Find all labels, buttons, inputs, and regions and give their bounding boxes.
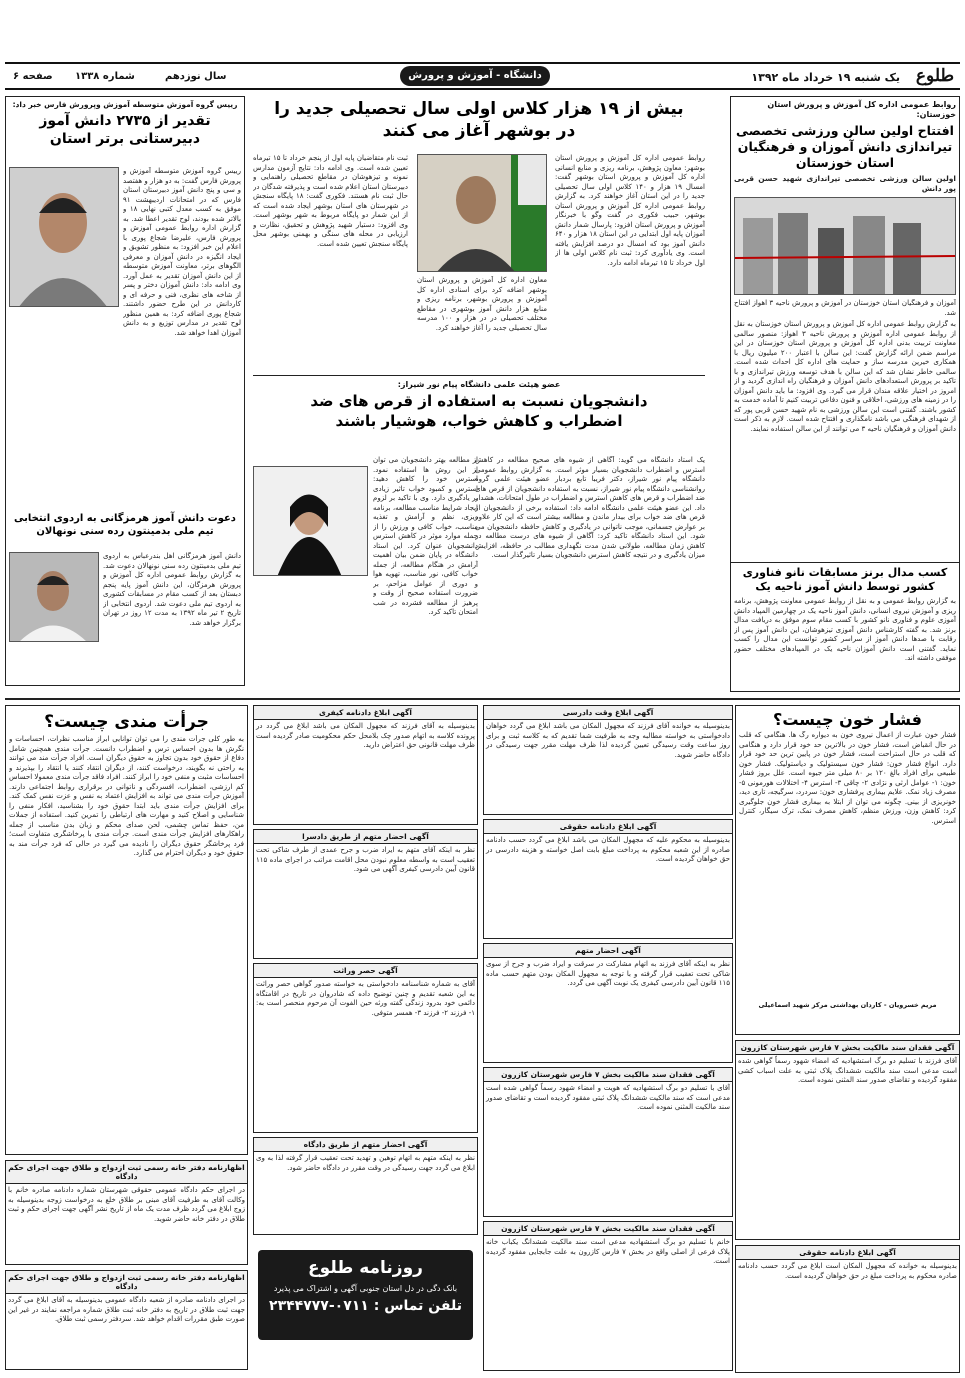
blood-pressure-box bbox=[735, 705, 960, 1035]
page-number: صفحه ۶ bbox=[13, 71, 53, 82]
ad-body: آقای فرزند با تسلیم دو برگ استشهادیه که امضاء شهود رسماً گواهی شده است مدعی است سند مالکیت ششدانگ پلاک ثبتی به علت اسباب کشی مفقود گردیده و تقاضای صدور سند المثنی نموده است. bbox=[738, 1057, 957, 1084]
ad-body: آقای با تسلیم دو برگ استشهادیه که هویت و امضاء شهود رسماً گواهی شده است مدعی است که سند مالکیت ششدانگ پلاک ثبتی مفقود گردیده است و تقاضای صدور سند مالکیت المثنی نموده است. bbox=[486, 1084, 730, 1111]
left-article-title: تقدیر از ۲۷۳۵ دانش آموز دبیرستانی برتر استان bbox=[39, 113, 211, 147]
ad-body: نظر به اینکه آقای متهم به ایراد ضرب و جرح عمدی از طرف شاکی تحت تعقیب است به واسطه معلوم نبودن محل اقامت مراتب در اجرای ماده ۱۱۵ قانون آیین دادرسی کیفری آگهی می شود. bbox=[256, 846, 475, 873]
article-lead: اولین سالن ورزشی تخصصی تیراندازی شهید حسن قربی پور دانش bbox=[734, 174, 956, 193]
main-article bbox=[253, 96, 705, 368]
legal-ad bbox=[483, 1067, 733, 1217]
legal-ad bbox=[253, 829, 478, 959]
right-column-mid bbox=[730, 562, 960, 692]
left-article-body: رییس گروه آموزش متوسطه آموزش و پرورش فارس گفت: به دو هزار و هفتصد و سی و پنج دانش آموز دبیرستان استان فارس که در امتحانات اردیبهشت ۹۱ موفق به کسب معدل کتبی نهایی ۱۸ و بالاتر شده بودند، لوح تقدیر اعطا شد. به گزارش اداره روابط عمومی آموزش و پرورش فارس، علیرضا شجاع پوری با اعلام این خبر افزود: به منظور تشویق و ایجاد انگیزه در دانش آموزان و معرفی الگوهای برتر، معاونت آموزش متوسطه از این دانش آموزان تقدیر به عمل آورد. وی ادامه داد: دانش آموزان دختر و پسر از شاخه های نظری، فنی و حرفه ای و کاردانش در این طرح حضور داشتند. شجاع پوری اضافه کرد: به همین منظور لوح تقدیر در مدارس توزیع و به دانش آموزان اهدا خواهد شد. bbox=[123, 167, 241, 337]
legal-ad-right-2 bbox=[735, 1245, 960, 1373]
horizontal-divider bbox=[5, 698, 960, 700]
assertiveness-box bbox=[5, 705, 248, 1155]
ad-title: آگهی احضار متهم bbox=[484, 944, 732, 958]
ad-body: بدینوسیله به محکوم علیه که مجهول المکان می باشد ابلاغ می گردد حسب دادنامه صادره از این شعبه محکوم به پرداخت مبلغ بابت اصل خواسته و هزینه دادرسی در حق خواهان گردیده است. bbox=[486, 836, 730, 863]
legal-ad-left-2 bbox=[5, 1270, 248, 1370]
ad-title: آگهی ابلاغ دادنامه حقوقی bbox=[736, 1246, 959, 1260]
medal-article-body: به گزارش روابط عمومی و به نقل از روابط عمومی معاونت پژوهش، برنامه ریزی و آموزش نیروی انسانی، دانش آموز ناحیه یک در چهارمین المپیاد دانش آموزی علوم و فناوری نانو کشور با کسب مقام سوم موفق به دریافت مدال برنز شد. به گفته کارشناس دانش آموزی تیزهوشان، این دانش آموز پس از رقابت با صدها دانش آموز از سراسر کشور توانست این مدال را کسب نماید. گفتنی است دانش آموزان ناحیه یک در المپیادهای مختلف حضور موفقی داشته اند. bbox=[734, 597, 956, 662]
promo-phone-label: تلفن تماس : bbox=[373, 1298, 462, 1314]
ad-title: آگهی احضار متهم از طریق دادگاه bbox=[254, 1138, 477, 1152]
main-article-col2: ثبت نام متقاضیان پایه اول از پنجم خرداد تا ۱۵ تیرماه تعیین شده است. وی ادامه داد: نتایج آزمون مدارس نمونه و تیزهوشان در مقاطع تحصیلی راهنمایی و دبیرستان استان اعلام شده است و پذیرفته شدگان در حال ثبت نام هستند. فکوری گفت: ۱۸ پایگاه سنجش در شهرستان های استان بوشهر ایجاد شده است که از این شمار دو پایگاه مربوط به شهر بوشهر است. وی افزود: دستیار شهید پژوهش و تحقیق، نظارت و ارزیابی در محله های سنگی و بهمنی بوشهر محل پایگاه سنجش تعیین شده است. bbox=[253, 154, 408, 248]
ribbon-cutting-photo bbox=[734, 197, 956, 295]
ad-body: نظر به اینکه متهم به اتهام توهین و تهدید تحت تعقیب قرار گرفته لذا به وی ابلاغ می گردد جهت رسیدگی در وقت مقرر در دادگاه حاضر شود. bbox=[256, 1154, 475, 1172]
legal-ads-column-center bbox=[483, 705, 733, 1375]
newspaper-promo-box bbox=[258, 1250, 473, 1340]
main-article-title: بیش از ۱۹ هزار کلاس اولی سال تحصیلی جدید را در بوشهر آغاز می کنند bbox=[274, 99, 684, 141]
ad-body: در اجرای دادنامه صادره از شعبه دادگاه عمومی بدینوسیله به آقای ابلاغ می گردد جهت ثبت طلاق در تاریخ به دفتر خانه ثبت طلاق شماره مراجعه نمایند در غیر این صورت طبق مقررات اقدام خواهد شد. سردفتر رسمی ثبت طلاق. bbox=[8, 1296, 245, 1323]
legal-ad bbox=[253, 963, 478, 1133]
main-article-col3: معاون اداره کل آموزش و پرورش استان بوشهر اضافه کرد برای اسنادی اداره کل آموزش و پرورش بوشهر، برنامه ریزی و منابع هزار دانش آموز بوشهری در مقاطع مختلف تحصیلی در در هزار و ۱۰۰ مدرسه سال تحصیلی جدید را آغاز خواهند کرد. bbox=[417, 276, 547, 332]
issue-date: یک شنبه ۱۹ خرداد ماه ۱۳۹۲ bbox=[751, 71, 900, 84]
blood-pressure-source: مریم خسرویان - کاردان بهداشتی مرکز شهید اسماعیلی bbox=[758, 1001, 937, 1009]
legal-ads-column-left bbox=[253, 705, 478, 1235]
legal-ad-right-1 bbox=[735, 1040, 960, 1240]
left-article2-title: دعوت دانش آموز هرمزگانی به اردوی انتخابی تیم ملی بدمینتون رده سنی نونهالان bbox=[14, 513, 236, 537]
ad-title: آگهی حصر وراثت bbox=[254, 964, 477, 978]
ad-body: نظر به اینکه آقای فرزند به اتهام مشارکت در سرقت و ایراد ضرب و جرح از سوی شاکی تحت تعقیب قرار گرفته و با توجه به مجهول المکان بودن متهم حسب ماده ۱۱۵ قانون آیین دادرسی کیفری یک نوبت آگهی می گردد. bbox=[486, 960, 730, 987]
promo-phone-row bbox=[264, 1298, 467, 1314]
ad-body: خانم با تسلیم دو برگ استشهادیه مدعی است سند مالکیت ششدانگ یکباب خانه پلاک فرعی از اصلی واقع در بخش ۷ فارس کازرون به علت جابجایی مفقود گردیده است. bbox=[486, 1238, 731, 1265]
promo-phone-number: ۰۷۱۱-۲۳۴۴۷۷۷ bbox=[269, 1298, 369, 1314]
left-column bbox=[5, 96, 245, 686]
legal-ad bbox=[253, 1137, 478, 1235]
promo-title: روزنامه طلوع bbox=[308, 1258, 423, 1278]
main-article-col1: روابط عمومی اداره کل آموزش و پرورش استان بوشهر: معاون پژوهش، برنامه ریزی و منابع انسانی اداره کل آموزش و پرورش استان بوشهر گفت: امسال ۱۹ هزار و ۱۴۰ کلاس اولی سال تحصیلی جدید را در این استان آغاز خواهند کرد. به گزارش روابط عمومی اداره کل آموزش و پرورش استان بوشهر، حبیب فکوری در گفت وگو با خبرنگار آموزش و پرورش استان افزود: پارسال شمار دانش آموزان پایه اول ابتدایی در این استان ۱۸ هزار و ۶۴۰ دانش آموز بود که امسال دو درصد افزایش یافته است. وی یادآوری کرد: ثبت نام کلاس اولی ها از اول خرداد تا ۱۵ تیرماه ادامه دارد. bbox=[555, 154, 705, 267]
blood-pressure-title: فشار خون چیست؟ bbox=[773, 710, 922, 729]
ad-title: آگهی احضار متهم از طریق دادسرا bbox=[254, 830, 477, 844]
volume-year: سال نوزدهم bbox=[165, 71, 227, 82]
promo-line: بانک دگی در دل استان جنوبی آگهی و اشتراک می پذیرد bbox=[273, 1284, 458, 1293]
issue-number: شماره ۱۳۳۸ bbox=[75, 71, 135, 82]
ad-body: در اجرای حکم دادگاه عمومی حقوقی شهرستان شماره دادنامه صادره خانم با وکالت آقای به طرفیت آقای مبنی بر طلاق خلع به درخواست زوجه بدینوسیله به زوج ابلاغ می گردد ظرف مدت یک ماه از تاریخ نشر آگهی جهت اجرای حکم و ثبت طلاق در دفتر خانه حاضر شوید. bbox=[8, 1186, 245, 1223]
ad-body: بدینوسیله به خوانده آقای فرزند که مجهول المکان می باشد ابلاغ می گردد خواهان دادخواستی به خواسته مطالبه وجه به طرفیت شما تقدیم که به کلاسه ثبت و برای روز ساعت وقت رسیدگی تعیین گردیده لذا ظرف مهلت مقرر جهت رسیدگی در دادگاه حاضر شوید. bbox=[486, 722, 730, 759]
article-kicker: روابط عمومی اداره کل آموزش و پرورش استان خوزستان: bbox=[767, 100, 956, 119]
ad-title: اظهارنامه دفتر خانه رسمی ثبت ازدواج و طلاق جهت اجرای حکم دادگاه bbox=[6, 1271, 247, 1294]
second-article-title: دانشجویان نسبت به استفاده از قرص های ضد اضطراب و کاهش خواب، هوشیار باشند bbox=[310, 392, 648, 430]
newspaper-logo: طلوع bbox=[915, 66, 954, 86]
teacher-portrait-photo bbox=[9, 167, 119, 307]
article-title: افتتاح اولین سالن ورزشی تخصصی تیراندازی دانش آموزان و فرهنگیان استان خوزستان bbox=[736, 123, 954, 170]
professor-portrait-photo bbox=[253, 466, 368, 576]
medal-article-title: کسب مدال برنز مسابقات نانو فناوری کشور توسط دانش آموز ناحیه یک bbox=[742, 566, 948, 593]
article-body: به گزارش روابط عمومی اداره کل آموزش و پرورش استان خوزستان به نقل از روابط عمومی اداره آموزش و پرورش ناحیه ۳ اهواز: منصور سالمی معاونت تربیت بدنی اداره کل آموزش و پرورش استان خوزستان در این مراسم ضمن ارائه گزارش گفت: این سالن با اعتبار ۲۰۰ میلیون ریال با همکاری خیرین مدرسه ساز و حمایت های اداره کل احداث شده است. سالمی خاطر نشان شد که این سالن با هدف توسعه ورزش تیراندازی و با تاکید بر پرورش استعدادهای دانش آموزان و فرهنگیان راه اندازی گردید و از امروز در اختیار علاقه مندان قرار می گیرد. وی افزود: ما باید دانش آموزان را در زمینه های ورزشی، اخلاقی و فنون دفاعی تربیت کنیم تا آماده خدمت به کشور باشند. گفتنی است این سالن ورزشی به نام شهید حسن قربی پور که از شهدای فرهنگی می باشد نامگذاری و افتتاح شده است. لازم به ذکر است دانش آموزان و فرهنگیان ناحیه ۳ می توانند از این سالن استفاده نمایند. bbox=[734, 320, 956, 433]
ad-title: آگهی ابلاغ دادنامه کیفری bbox=[254, 706, 477, 720]
section-banner: دانشگاه - آموزش و پرورش bbox=[400, 66, 550, 86]
legal-ad bbox=[483, 943, 733, 1063]
ad-title: آگهی ابلاغ دادنامه حقوقی bbox=[484, 820, 732, 834]
ad-title: آگهی فقدان سند مالکیت بخش ۷ فارس شهرستان کازرون bbox=[484, 1068, 732, 1082]
left-article2-body: دانش آموز هرمزگانی اهل بندرعباس به اردوی تیم ملی بدمینتون رده سنی نونهالان دعوت شد. به گزارش روابط عمومی اداره کل آموزش و پرورش هرمزگان، این دانش آموز پایه پنجم دبستان بعد از کسب مقام در مسابقات کشوری به اردوی تیم ملی دعوت شد. اردوی انتخابی از تاریخ ۲ تیر ماه ۱۳۹۲ به مدت ۱۲ روز در تهران برگزار خواهد شد. bbox=[103, 552, 241, 627]
ad-body: بدینوسیله به آقای فرزند که مجهول المکان می باشد ابلاغ می گردد در پرونده کلاسه به اتهام صدور چک بلامحل حکم محکومیت صادر گردیده است ظرف مهلت قانونی حق اعتراض دارید. bbox=[256, 722, 475, 749]
legal-ad bbox=[483, 819, 733, 939]
assertiveness-title: جرأت مندی چیست؟ bbox=[44, 712, 209, 732]
official-portrait-photo bbox=[417, 154, 547, 272]
assertiveness-body: به طور کلی جرأت مندی را می توان توانایی ابراز مناسب نظرات، احساسات و نگرش ها بدون احساس ترس و اضطراب دانست. جرأت مندی همچنین شامل دفاع از حقوق خود بدون تجاوز به حقوق دیگران است. افراد جرأت مند می توانند به راحتی نه بگویند، درخواست کنند، از دیگران انتقاد کنند یا انتقاد را بپذیرند و احساسات مثبت و منفی خود را ابراز کنند. افراد فاقد جرأت مندی معمولا احساس کم ارزشی، اضطراب، افسردگی و ناتوانی در برقراری روابط اجتماعی دارند. آموزش جرأت مندی می تواند به افزایش اعتماد به نفس و عزت نفس کمک کند. برای افزایش جرأت مندی باید ابتدا حقوق خود را بشناسید، افکار منفی را شناسایی و اصلاح کنید و مهارت های ارتباطی را تمرین کنید. استفاده از جملات من، حفظ تماس چشمی، لحن صدای محکم و زبان بدن مناسب از جمله راهکارهای افزایش جرأت مندی است. جرأت مندی با پرخاشگری متفاوت است؛ فرد پرخاشگر حقوق دیگران را نادیده می گیرد در حالی که فرد جرأت مند به حقوق خود و دیگران احترام می گذارد. bbox=[9, 735, 244, 857]
ad-body: آقای به شماره شناسنامه دادخواستی به خواسته صدور گواهی حصر وراثت به این شعبه تقدیم و چنین توضیح داده که شادروان در تاریخ در اقامتگاه دائمی خود بدرود زندگی گفته ورثه حین الفوت آن مرحوم منحصر است به: ۱- فرزند ۲- فرزند ۳- همسر متوفی. bbox=[256, 980, 475, 1017]
ad-title: آگهی ابلاغ وقت دادرسی bbox=[484, 706, 732, 720]
second-article-col2: از مطالعه بهتر دانشجویان می توان از این روش ها استفاده نمود. استرس خود را کاهش دهید: استرس و کمبود خواب تاثیر زیادی بر یادگیری دارد. وی با تاکید بر لزوم ایجاد شرایط مناسب مطالعه، برنامه ریزی، نظم و آرامش و تغذیه مناسب، خواب کافی و ورزش را از جمله موارد موثر در کاهش استرس دانشجویان عنوان کرد. این استاد دانشگاه در پایان ضمن بیان اهمیت آرامش در هنگام مطالعه، از جمله خواب کافی، نور مناسب، تهویه هوا و دوری از عوامل مزاحم، بر ضرورت استفاده صحیح از وقت و پرهیز از مطالعه فشرده در شب امتحان تاکید کرد. bbox=[373, 456, 478, 616]
second-article-kicker: عضو هیئت علمی دانشگاه پیام نور شیراز: bbox=[397, 380, 561, 389]
ad-title: اظهارنامه دفتر خانه رسمی ثبت ازدواج و طلاق جهت اجرای حکم دادگاه bbox=[6, 1161, 247, 1184]
left-article-kicker: رییس گروه آموزش متوسطه آموزش وپرورش فارس خبر داد: bbox=[12, 100, 238, 109]
legal-ad bbox=[253, 705, 478, 825]
student-portrait-photo bbox=[9, 552, 99, 642]
second-article-col1: یک استاد دانشگاه می گوید: آگاهی از شیوه های صحیح مطالعه در کاهش استرس و اضطراب دانشجویان بسیار موثر است. به گزارش روابط عمومی دانشگاه پیام نور شیراز، دکتر فریبا تابع بردبار عضو هیئت علمی گروه روانشناسی دانشگاه پیام نور شیراز، نسبت به استفاده دانشجویان از قرص های ضد اضطراب و قرص های کاهش استرس و اضطراب در طول امتحانات، هشدار داد. این عضو هیئت علمی دانشگاه ادامه داد: استفاده برخی از دانشجویان از قرص های ضد خواب برای بیدار ماندن و مطالعه بیشتر است که این کار علاوه بر عوارض جسمانی، موجب ناتوانی در یادگیری و کاهش حافظه دانشجویان می شود. این استاد دانشگاه تاکید کرد: آگاهی از شیوه های درست مطالعه در کاهش زمان مطالعه، طولانی شدن مدت نگهداری مطالب در حافظه، افزایش میزان یادگیری و در نتیجه کاهش استرس دانشجویان بسیار تاثیرگذار است. bbox=[475, 456, 705, 559]
blood-pressure-body: فشار خون عبارت از اعمال نیروی خون به دیواره رگ ها. هنگامی که قلب در حال انقباض است، فشار خون در بالاترین حد خود قرار دارد و هنگامی که قلب در حال استراحت است، فشار خون در پایین ترین حد خود قرار دارد. انواع فشار خون: فشار خون سیستولیک و دیاستولیک. فشار خون طبیعی برای افراد بالغ ۱۲۰ بر ۸۰ میلی متر جیوه است. علل بروز فشار خون: ۱- عوامل ارثی و نژادی ۲- چاقی ۳- استرس ۴- اختلالات هورمونی ۵- مصرف زیاد نمک. علایم بیماری پرفشاری خون: سردرد، سرگیجه، تاری دید، خونریزی از بینی. چگونه می توان از ابتلا به بیماری فشار خون جلوگیری کرد: کاهش وزن، ورزش منظم، کاهش مصرف نمک، ترک سیگار، کنترل استرس. bbox=[739, 731, 956, 825]
legal-ad-left-1 bbox=[5, 1160, 248, 1265]
photo-caption: آموزان و فرهنگیان استان خوزستان در آموزش و پرورش ناحیه ۳ اهواز افتتاح شد. bbox=[734, 299, 956, 317]
ad-title: آگهی فقدان سند مالکیت بخش ۷ فارس شهرستان کازرون bbox=[736, 1041, 959, 1055]
legal-ad bbox=[483, 705, 733, 815]
legal-ad bbox=[483, 1221, 733, 1371]
ad-body: بدینوسیله به خوانده که مجهول المکان است ابلاغ می گردد حسب دادنامه صادره محکوم به پرداخت مبلغ در حق خواهان گردیده است. bbox=[738, 1262, 957, 1280]
second-article bbox=[253, 375, 705, 685]
masthead bbox=[5, 62, 960, 90]
ad-title: آگهی فقدان سند مالکیت بخش ۷ فارس شهرستان کازرون bbox=[484, 1222, 732, 1236]
